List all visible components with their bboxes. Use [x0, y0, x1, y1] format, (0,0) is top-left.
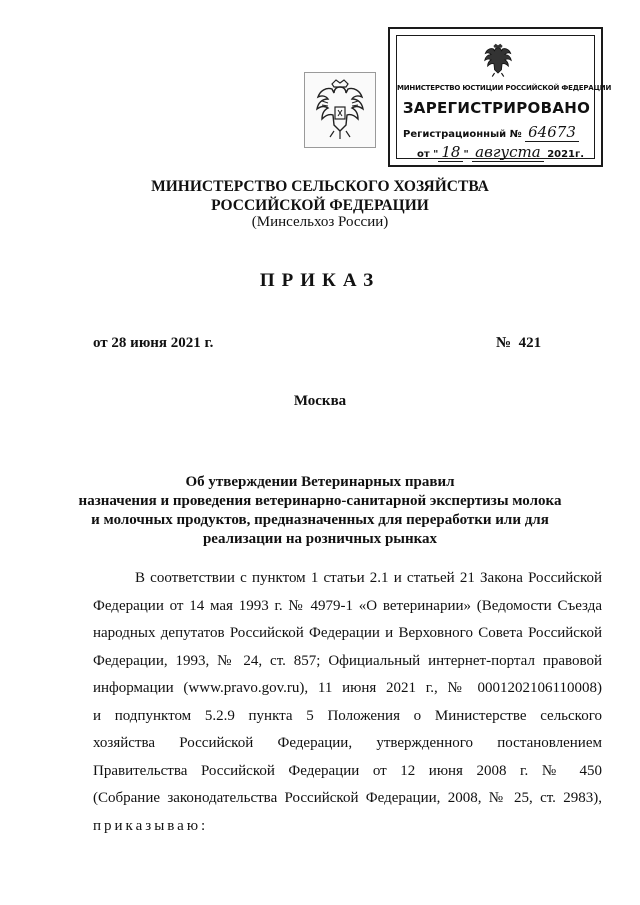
stamp-coat-of-arms-icon [483, 42, 513, 80]
order-title: ПРИКАЗ [259, 270, 381, 291]
stamp-date-prefix: от [417, 149, 430, 160]
coat-of-arms-icon [304, 72, 376, 148]
order-subject-line1: Об утверждении Ветеринарных правил [185, 474, 455, 490]
stamp-registered-label: ЗАРЕГИСТРИРОВАНО [402, 99, 591, 117]
body-line: информации (www.pravo.gov.ru), 11 июня 2021 г., № 0001202106110008) [93, 680, 602, 696]
order-number-label: № [496, 335, 512, 351]
stamp-date-line: от " 18 " августа 2021г. [417, 143, 585, 161]
body-line: Федерации, 1993, № 24, ст. 857; Официальный интернет-портал правовой [93, 652, 602, 669]
body-line: хозяйства Российской Федерации, утвержденного постановлением [93, 735, 602, 751]
body-line: В соответствии с пунктом 1 статьи 2.1 и статьей 21 Закона Российской [135, 570, 602, 586]
ministry-name-line2: РОССИЙСКОЙ ФЕДЕРАЦИИ [211, 197, 429, 214]
body-line: Правительства Российской Федерации от 12 июня 2008 г. № 450 [93, 762, 602, 779]
registration-stamp-inner-frame [396, 35, 612, 161]
order-body-paragraph [93, 565, 602, 840]
order-number-value: 421 [518, 335, 542, 351]
order-subject [60, 473, 580, 549]
order-city: Москва [293, 393, 347, 409]
stamp-ministry-name: МИНИСТЕРСТВО ЮСТИЦИИ РОССИЙСКОЙ ФЕДЕРАЦИИ [397, 84, 612, 92]
stamp-date-month: августа [472, 143, 544, 162]
ministry-short-name: (Минсельхоз России) [251, 214, 389, 230]
order-date: от 28 июня 2021 г. [93, 335, 214, 351]
stamp-date-year: 2021 [547, 149, 576, 160]
order-subject-line2: назначения и проведения ветеринарно-санитарной экспертизы молока [78, 493, 562, 509]
body-line: Федерации от 14 мая 1993 г. № 4979-1 «О ветеринарии» (Ведомости Съезда [93, 597, 602, 614]
registration-stamp [388, 27, 612, 167]
stamp-date-day: 18 [438, 143, 463, 162]
body-line: народных депутатов Российской Федерации и Верховного Совета Российской [93, 625, 602, 641]
order-number [496, 335, 541, 352]
order-subject-line3: и молочных продуктов, предназначенных для переработки или для [91, 512, 549, 528]
stamp-registration-label: Регистрационный № [403, 129, 522, 140]
body-order-word: приказываю: [93, 817, 209, 834]
body-line: и подпунктом 5.2.9 пункта 5 Положения о Министерстве сельского [93, 707, 602, 724]
order-subject-line4: реализации на розничных рынках [202, 531, 438, 547]
stamp-registration-number: 64673 [525, 123, 579, 142]
ministry-name-line1: МИНИСТЕРСТВО СЕЛЬСКОГО ХОЗЯЙСТВА [151, 178, 489, 195]
stamp-registration-line [403, 123, 579, 141]
ministry-name [0, 177, 640, 215]
stamp-date-suffix: г. [575, 149, 585, 160]
body-line: (Собрание законодательства Российской Федерации, 2008, № 25, ст. 2983), [93, 790, 602, 806]
